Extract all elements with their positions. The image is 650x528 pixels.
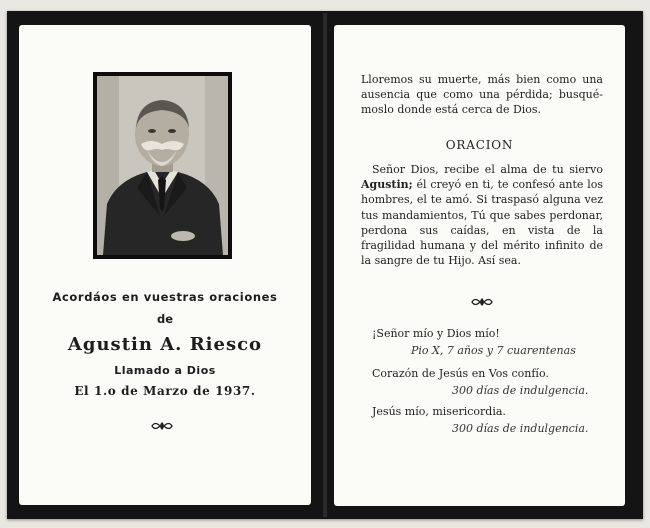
indulgence-note: 300 días de indulgencia. xyxy=(452,384,589,397)
indulgence-prayer: Corazón de Jesús en Vos confío. xyxy=(372,367,549,380)
indulgence-prayer: Jesús mío, misericordia. xyxy=(372,405,506,418)
memorial-intro: Acordáos en vuestras oraciones xyxy=(52,290,278,304)
portrait-illustration xyxy=(97,76,228,255)
called-to-god: Llamado a Dios xyxy=(114,364,216,377)
prayer-text-start: Señor Dios, recibe el alma de tu siervo xyxy=(372,163,603,176)
card-fold xyxy=(323,13,327,517)
prayer-title: ORACION xyxy=(445,138,514,152)
deceased-name: Agustin A. Riesco xyxy=(67,334,263,355)
prayer-text-end: él creyó en ti, te confesó ante los hombres, el te amó. Si traspasó alguna vez tus mandamientos, Tú que sabes perdonar, perdona sus caídas, en vista de la fragilidad humana y del mérito infinito de la sangre de tu Hijo. Así sea. xyxy=(361,178,603,268)
indulgence-note: Pio X, 7 años y 7 cuarentenas xyxy=(411,344,576,357)
death-date: El 1.o de Marzo de 1937. xyxy=(74,384,256,398)
opening-verse: Lloremos su muerte, más bien como una ausencia que como una pérdida; busqué-moslo donde está cerca de Dios. xyxy=(361,73,603,117)
prayer-name: Agustin; xyxy=(361,178,413,192)
prayer-text xyxy=(361,162,603,268)
portrait-photo xyxy=(97,76,228,255)
memorial-de: de xyxy=(156,312,174,326)
fleuron-ornament-icon xyxy=(150,420,174,432)
portrait-frame xyxy=(93,72,232,259)
indulgence-note: 300 días de indulgencia. xyxy=(452,422,589,435)
fleuron-ornament-icon xyxy=(470,296,494,308)
indulgence-prayer: ¡Señor mío y Dios mío! xyxy=(372,327,500,340)
